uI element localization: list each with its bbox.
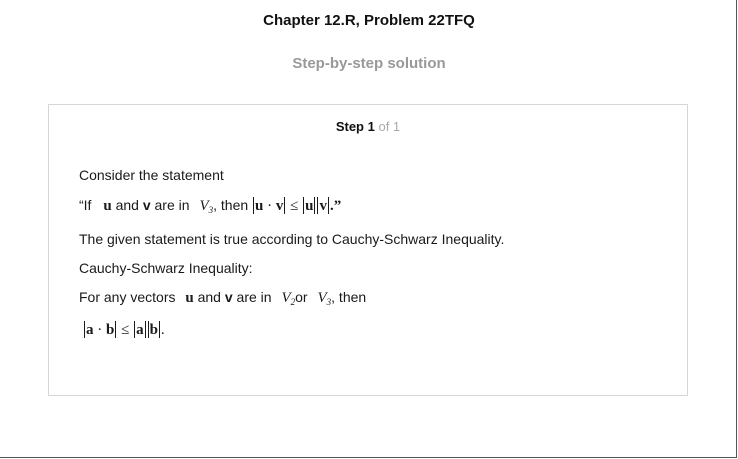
- step-header: [49, 119, 687, 134]
- space-v2: $V_2$: [281, 290, 296, 307]
- space-v3: $V_3$: [317, 290, 332, 307]
- statement-line: “If u and v are in $V_3$, then u · v ≤ u v .”: [79, 197, 342, 215]
- step-card: [48, 104, 688, 396]
- text-cauchy-schwarz-heading: Cauchy-Schwarz Inequality:: [79, 260, 253, 276]
- solution-subtitle: Step-by-step solution: [292, 55, 446, 72]
- step-count: of 1: [378, 119, 401, 134]
- text-consider-statement: Consider the statement: [79, 167, 224, 183]
- chapter-title: Chapter 12.R, Problem 22TFQ: [263, 12, 475, 29]
- cauchy-schwarz-formula: a · b ≤ a b .: [86, 322, 165, 338]
- space-v3: $V_3$: [199, 198, 214, 215]
- inequality-expression: u · v ≤ u v .”: [255, 198, 342, 214]
- vector-v: v: [142, 197, 151, 213]
- vector-u: u: [103, 198, 112, 214]
- vector-u: u: [185, 290, 194, 306]
- text-statement-true: The given statement is true according to Cauchy-Schwarz Inequality.: [79, 231, 505, 247]
- step-label: Step 1: [335, 119, 375, 134]
- vector-v: v: [224, 289, 233, 305]
- text-for-any-vectors: For any vectors u and v are in $V_2or$ $V_3$, then: [79, 289, 367, 307]
